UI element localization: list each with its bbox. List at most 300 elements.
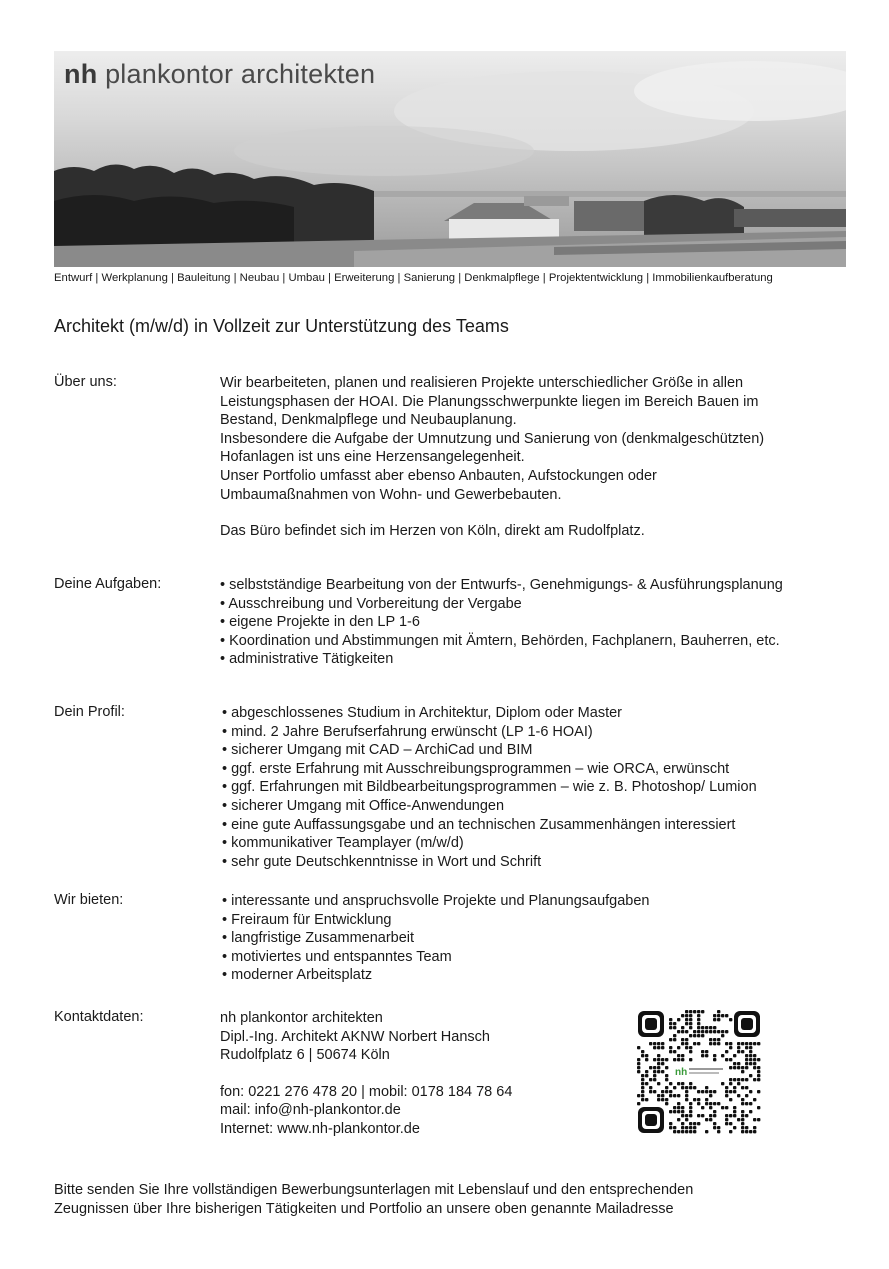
qr-module [689,1026,692,1029]
qr-module [745,1046,748,1049]
qr-module [757,1070,760,1073]
qr-module [725,1122,728,1125]
qr-module [749,1090,752,1093]
profile-item: • ggf. Erfahrungen mit Bildbearbeitungsprogrammen – wie z. B. Photoshop/ Lumion [222,778,757,797]
qr-module [685,1090,688,1093]
qr-module [677,1054,680,1057]
qr-module [717,1010,720,1013]
qr-module [645,1098,648,1101]
qr-module [745,1066,748,1069]
qr-module [733,1114,736,1117]
contact-phone: fon: 0221 276 478 20 | mobil: 0178 184 78 64 [220,1083,513,1100]
qr-module [745,1130,748,1133]
qr-module [741,1070,744,1073]
qr-module [753,1062,756,1065]
qr-module [657,1062,660,1065]
qr-module [741,1042,744,1045]
qr-module [709,1106,712,1109]
offer-item: • moderner Arbeitsplatz [222,966,650,985]
qr-module [745,1086,748,1089]
qr-module [721,1106,724,1109]
qr-module [705,1030,708,1033]
qr-module [637,1094,640,1097]
qr-module [705,1118,708,1121]
qr-module [641,1054,644,1057]
qr-module [689,1110,692,1113]
qr-module [701,1090,704,1093]
qr-module [701,1030,704,1033]
qr-module [681,1130,684,1133]
qr-module [721,1054,724,1057]
qr-module [673,1110,676,1113]
contact-internet: Internet: www.nh-plankontor.de [220,1120,420,1137]
profile-section [222,704,757,871]
task-item: • eigene Projekte in den LP 1-6 [220,613,783,632]
qr-module [645,1082,648,1085]
profile-item: • eine gute Auffassungsgabe und an technischen Zusammenhängen interessiert [222,816,757,835]
qr-module [697,1090,700,1093]
profile-item: • ggf. erste Erfahrung mit Ausschreibungsprogrammen – wie ORCA, erwünscht [222,760,757,779]
qr-module [681,1026,684,1029]
tasks-section [220,576,783,669]
qr-module [649,1042,652,1045]
application-note [54,1181,834,1218]
qr-module [713,1058,716,1061]
qr-module [641,1098,644,1101]
contact-person: Dipl.-Ing. Architekt AKNW Norbert Hansch [220,1028,490,1045]
qr-module [709,1030,712,1033]
qr-module [733,1126,736,1129]
qr-module [673,1034,676,1037]
qr-module [709,1114,712,1117]
qr-module [665,1098,668,1101]
qr-module [681,1030,684,1033]
qr-module [693,1098,696,1101]
qr-module [681,1042,684,1045]
qr-module [641,1050,644,1053]
qr-module [697,1098,700,1101]
qr-module [749,1054,752,1057]
qr-module [713,1126,716,1129]
qr-module [705,1098,708,1101]
qr-module [669,1050,672,1053]
qr-module [693,1086,696,1089]
qr-module [661,1042,664,1045]
qr-module [697,1022,700,1025]
qr-module [681,1126,684,1129]
qr-module [733,1066,736,1069]
qr-module [677,1018,680,1021]
qr-module [701,1010,704,1013]
qr-module [685,1114,688,1117]
qr-module [665,1086,668,1089]
qr-module [689,1106,692,1109]
qr-module [669,1038,672,1041]
qr-module [653,1078,656,1081]
contact-section [220,1009,512,1139]
qr-module [677,1118,680,1121]
qr-module [637,1066,640,1069]
qr-module [665,1090,668,1093]
qr-module [725,1106,728,1109]
contact-address: Rudolfplatz 6 | 50674 Köln [220,1047,390,1064]
qr-module [721,1030,724,1033]
qr-module [741,1102,744,1105]
qr-module [689,1050,692,1053]
qr-module [637,1062,640,1065]
qr-module [681,1110,684,1113]
qr-module [705,1090,708,1093]
qr-module [689,1034,692,1037]
qr-module [713,1038,716,1041]
qr-module [641,1090,644,1093]
qr-module [685,1042,688,1045]
qr-module [737,1118,740,1121]
profile-item: • sicherer Umgang mit CAD – ArchiCad und BIM [222,741,757,760]
qr-module [697,1018,700,1021]
qr-module [737,1042,740,1045]
qr-module [697,1122,700,1125]
qr-module [649,1078,652,1081]
qr-module [673,1130,676,1133]
qr-module [653,1046,656,1049]
qr-code[interactable] [637,1010,761,1134]
qr-module [757,1106,760,1109]
qr-module [757,1090,760,1093]
qr-module [701,1026,704,1029]
qr-module [709,1026,712,1029]
qr-module [641,1082,644,1085]
qr-finder-bottom-left [638,1107,664,1133]
qr-module [673,1026,676,1029]
qr-module [661,1046,664,1049]
qr-module [689,1010,692,1013]
qr-module [757,1058,760,1061]
qr-module [737,1050,740,1053]
qr-module [717,1102,720,1105]
qr-module [649,1090,652,1093]
qr-module [681,1086,684,1089]
qr-module [701,1106,704,1109]
qr-module [729,1090,732,1093]
qr-module [733,1078,736,1081]
qr-module [753,1118,756,1121]
qr-module [673,1022,676,1025]
qr-module [685,1046,688,1049]
qr-module [737,1046,740,1049]
contact-mail: mail: info@nh-plankontor.de [220,1102,401,1119]
qr-module [729,1018,732,1021]
qr-module [737,1082,740,1085]
qr-module [721,1014,724,1017]
qr-module [677,1046,680,1049]
qr-module [653,1090,656,1093]
qr-module [665,1102,668,1105]
qr-module [641,1078,644,1081]
qr-module [729,1066,732,1069]
qr-module [705,1026,708,1029]
qr-module [637,1058,640,1061]
qr-module [681,1014,684,1017]
qr-module [753,1054,756,1057]
qr-module [705,1102,708,1105]
qr-module [653,1074,656,1077]
qr-module [693,1126,696,1129]
qr-module [745,1114,748,1117]
qr-module [713,1014,716,1017]
qr-module [729,1114,732,1117]
qr-module [745,1094,748,1097]
qr-module [721,1034,724,1037]
qr-module [705,1050,708,1053]
company-logo: nh plankontor architekten [64,59,376,89]
qr-module [673,1086,676,1089]
qr-module [717,1014,720,1017]
qr-module [757,1066,760,1069]
qr-module [681,1058,684,1061]
qr-module [669,1090,672,1093]
qr-module [669,1082,672,1085]
qr-module [749,1074,752,1077]
about-line: Insbesondere die Aufgabe der Umnutzung und Sanierung von (denkmalgeschützten) [220,430,765,447]
about-line: Hofanlagen ist uns eine Herzensangelegenheit. [220,449,525,466]
qr-module [741,1086,744,1089]
qr-module [737,1094,740,1097]
qr-module [693,1122,696,1125]
profile-item: • sehr gute Deutschkenntnisse in Wort und Schrift [222,853,757,872]
qr-module [705,1054,708,1057]
qr-module [689,1122,692,1125]
qr-module [669,1094,672,1097]
qr-module [753,1066,756,1069]
qr-module [681,1122,684,1125]
qr-module [709,1094,712,1097]
qr-module [701,1034,704,1037]
profile-item: • sicherer Umgang mit Office-Anwendungen [222,797,757,816]
qr-module [757,1118,760,1121]
qr-module [745,1102,748,1105]
qr-module [709,1090,712,1093]
qr-module [713,1054,716,1057]
qr-module [685,1010,688,1013]
qr-module [657,1070,660,1073]
qr-module [669,1022,672,1025]
qr-module [741,1066,744,1069]
job-title: Architekt (m/w/d) in Vollzeit zur Unterstützung des Teams [54,316,509,336]
header-landscape-photo [54,51,846,267]
qr-module [729,1042,732,1045]
qr-module [681,1106,684,1109]
qr-module [753,1130,756,1133]
qr-center-logo: nh [675,1067,688,1078]
qr-module [685,1014,688,1017]
qr-module [669,1046,672,1049]
qr-module [717,1030,720,1033]
qr-module [685,1126,688,1129]
qr-module [645,1054,648,1057]
qr-finder-top-right [734,1011,760,1037]
qr-module [749,1058,752,1061]
qr-module [717,1130,720,1133]
task-item: • Ausschreibung und Vorbereitung der Vergabe [220,595,783,614]
offer-item: • Freiraum für Entwicklung [222,911,650,930]
qr-module [689,1014,692,1017]
qr-module [741,1114,744,1117]
about-line: Bestand, Denkmalpflege und Neubauplanung. [220,412,517,429]
qr-module [733,1090,736,1093]
qr-module [689,1046,692,1049]
qr-module [733,1062,736,1065]
qr-module [669,1126,672,1129]
qr-module [685,1094,688,1097]
qr-module [729,1078,732,1081]
about-line: Unser Portfolio umfasst aber ebenso Anbauten, Aufstockungen oder [220,467,657,484]
qr-module [665,1058,668,1061]
qr-module [741,1126,744,1129]
footer-line: Bitte senden Sie Ihre vollständigen Bewerbungsunterlagen mit Lebenslauf und den entsprechenden [54,1182,694,1198]
qr-module [713,1122,716,1125]
qr-module [717,1126,720,1129]
qr-module [693,1042,696,1045]
qr-module [757,1042,760,1045]
qr-module [705,1130,708,1133]
qr-module [649,1066,652,1069]
qr-module [689,1130,692,1133]
qr-module [673,1126,676,1129]
qr-module [753,1058,756,1061]
qr-module [657,1042,660,1045]
qr-module [681,1038,684,1041]
qr-module [685,1130,688,1133]
qr-module [729,1046,732,1049]
qr-module [741,1050,744,1053]
offer-section [222,892,650,985]
qr-module [701,1050,704,1053]
qr-module [697,1030,700,1033]
qr-module [725,1058,728,1061]
qr-module [709,1038,712,1041]
footer-line: Zeugnissen über Ihre bisherigen Tätigkeiten und Portfolio an unsere oben genannte Mailadresse [54,1200,674,1217]
qr-module [669,1122,672,1125]
qr-module [657,1046,660,1049]
qr-module [729,1130,732,1133]
qr-module [745,1062,748,1065]
qr-module [637,1102,640,1105]
qr-module [657,1054,660,1057]
qr-module [653,1058,656,1061]
qr-module [749,1130,752,1133]
about-location: Das Büro befindet sich im Herzen von Köln, direkt am Rudolfplatz. [220,523,645,540]
qr-module [753,1098,756,1101]
qr-module [685,1018,688,1021]
qr-module [673,1050,676,1053]
qr-module [753,1126,756,1129]
qr-module [637,1046,640,1049]
offer-item: • motiviertes und entspanntes Team [222,948,650,967]
qr-module [653,1070,656,1073]
qr-module [741,1118,744,1121]
qr-module [701,1114,704,1117]
qr-module [709,1118,712,1121]
qr-module [745,1054,748,1057]
qr-module [661,1098,664,1101]
qr-module [685,1118,688,1121]
qr-module [685,1030,688,1033]
about-line: Wir bearbeiteten, planen und realisieren Projekte unterschiedlicher Größe in allen [220,375,744,391]
qr-module [661,1062,664,1065]
qr-module [657,1058,660,1061]
qr-module [725,1094,728,1097]
qr-module [689,1022,692,1025]
qr-module [717,1042,720,1045]
qr-module [753,1078,756,1081]
task-item: • administrative Tätigkeiten [220,650,783,669]
qr-module [725,1030,728,1033]
qr-module [757,1074,760,1077]
qr-module [701,1054,704,1057]
about-line: Umbaumaßnahmen von Wohn- und Gewerbebauten. [220,486,562,503]
qr-module [685,1022,688,1025]
qr-module [713,1110,716,1113]
qr-module [705,1086,708,1089]
qr-module [689,1114,692,1117]
qr-module [669,1026,672,1029]
qr-module [749,1110,752,1113]
qr-module [653,1066,656,1069]
profile-item: • abgeschlossenes Studium in Architektur, Diplom oder Master [222,704,757,723]
qr-module [725,1042,728,1045]
qr-module [689,1058,692,1061]
qr-module [713,1042,716,1045]
about-label: Über uns: [54,374,117,390]
qr-module [669,1110,672,1113]
tasks-label: Deine Aufgaben: [54,576,162,592]
qr-module [677,1030,680,1033]
qr-module [681,1082,684,1085]
qr-module [665,1066,668,1069]
qr-module [641,1074,644,1077]
qr-module [661,1070,664,1073]
qr-module [745,1078,748,1081]
qr-module [749,1050,752,1053]
qr-module [733,1054,736,1057]
profile-label: Dein Profil: [54,704,125,720]
task-item: • selbstständige Bearbeitung von der Entwurfs-, Genehmigungs- & Ausführungsplanung [220,576,783,595]
qr-module [677,1106,680,1109]
qr-module [645,1070,648,1073]
qr-module [729,1122,732,1125]
qr-module [689,1126,692,1129]
qr-module [733,1106,736,1109]
qr-finder-top-left [638,1011,664,1037]
qr-module [697,1010,700,1013]
qr-module [641,1094,644,1097]
qr-module [653,1042,656,1045]
qr-module [657,1094,660,1097]
qr-module [697,1114,700,1117]
qr-module [713,1114,716,1117]
qr-module [673,1058,676,1061]
about-section [220,374,764,541]
qr-module [709,1042,712,1045]
offer-label: Wir bieten: [54,892,124,908]
qr-module [713,1018,716,1021]
qr-module [729,1058,732,1061]
qr-module [741,1130,744,1133]
qr-module [757,1078,760,1081]
qr-module [641,1086,644,1089]
services-list: Entwurf | Werkplanung | Bauleitung | Neubau | Umbau | Erweiterung | Sanierung | Denkmalpflege | Projektentwicklung | Immobilienkaufberatung [54,272,773,284]
